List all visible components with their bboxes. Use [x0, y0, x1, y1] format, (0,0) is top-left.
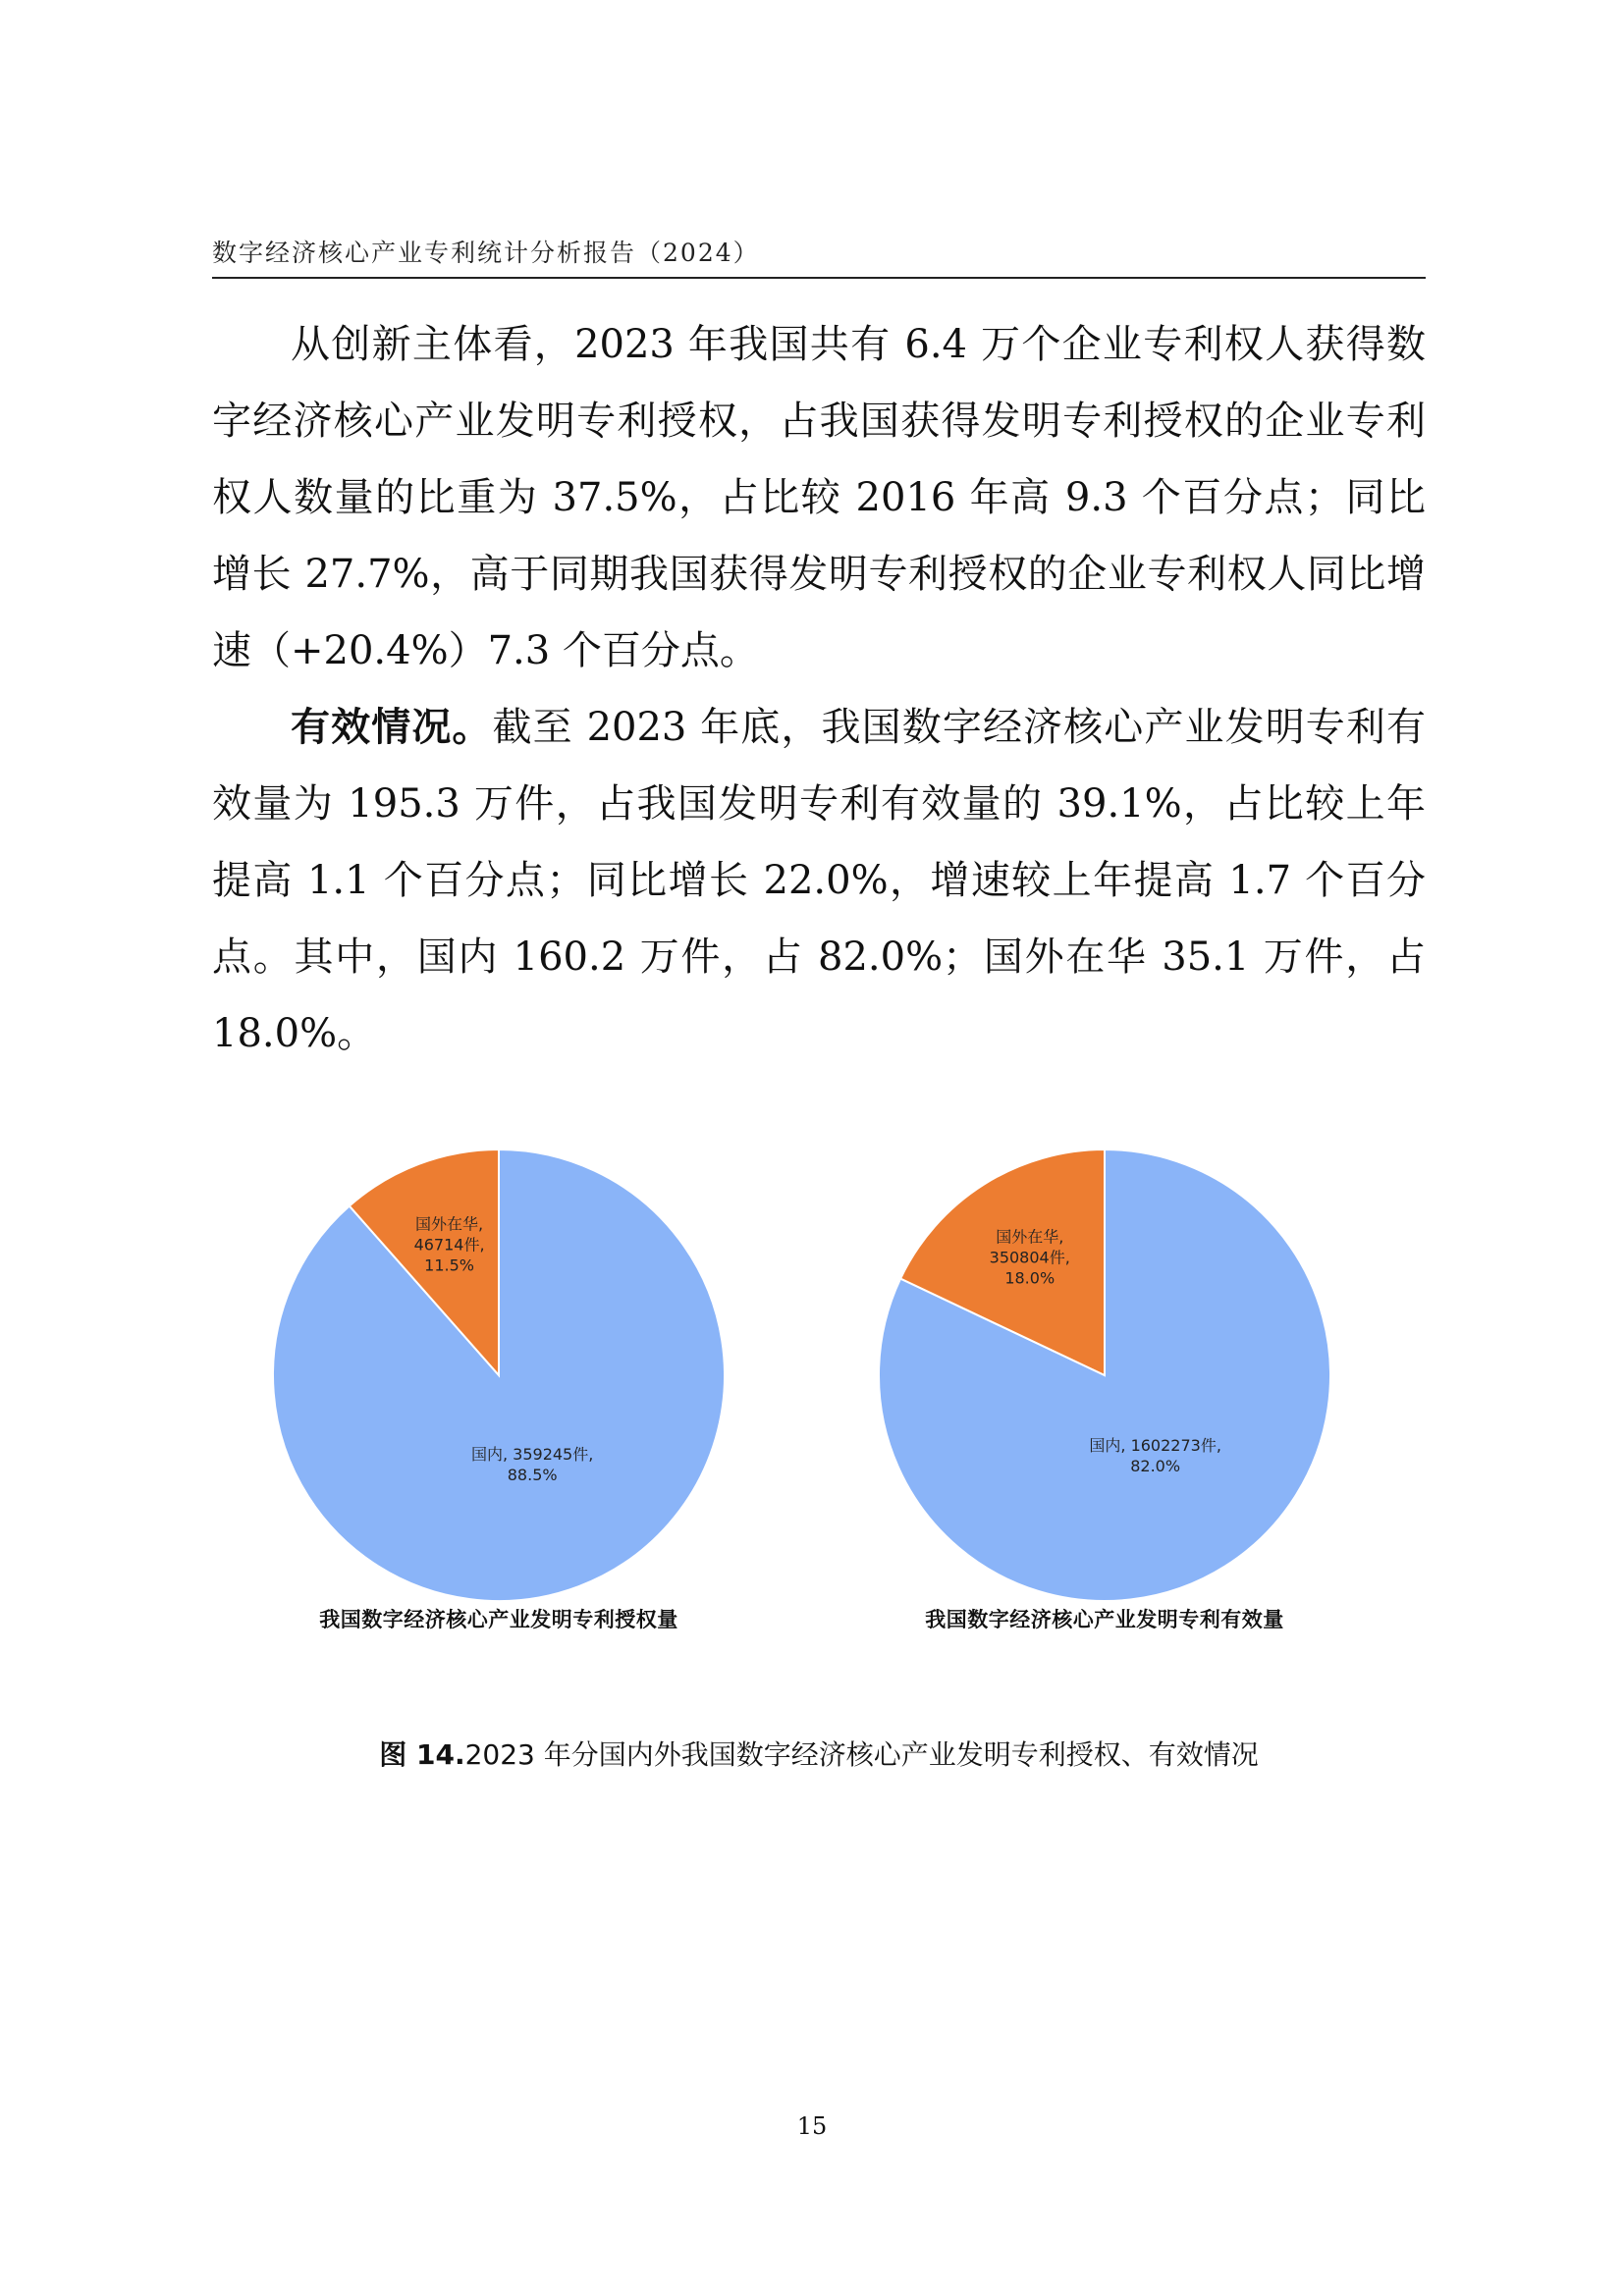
- pie-chart-valid-svg: [869, 1147, 1340, 1618]
- pie-label-foreign: [414, 1215, 485, 1275]
- paragraph-lead: 有效情况。: [291, 704, 493, 750]
- page-number: 15: [796, 2112, 828, 2140]
- figure-caption-text: 2023 年分国内外我国数字经济核心产业发明专利授权、有效情况: [464, 1738, 1259, 1771]
- pie-chart-grants-svg: [263, 1147, 734, 1618]
- pie-label-line: 88.5%: [507, 1465, 558, 1484]
- paragraph-validity: [212, 689, 1426, 1072]
- paragraph-validity-text: 截至 2023 年底，我国数字经济核心产业发明专利有效量为 195.3 万件，占我国发明专利有效量的 39.1%，占比较上年提高 1.1 个百分点；同比增长 22.0%，增速较上年提高 1.7 个百分点。其中，国内 160.2 万件，占 82.0%；国外在华 35.1 万件，占 18.0%。: [212, 705, 1427, 1056]
- pie-label-line: 国外在华,: [996, 1227, 1064, 1247]
- pie-chart-grants: [263, 1147, 734, 1637]
- pie-label-line: 国内, 1602273件,: [1089, 1436, 1221, 1456]
- chart-title-valid: 我国数字经济核心产业发明专利有效量: [925, 1608, 1284, 1631]
- pie-label-line: 11.5%: [424, 1255, 474, 1275]
- pie-label-line: 46714件,: [413, 1235, 485, 1255]
- header-rule: [212, 277, 1426, 279]
- running-header: 数字经济核心产业专利统计分析报告（2024）: [212, 239, 760, 267]
- chart-title-grants: 我国数字经济核心产业发明专利授权量: [319, 1608, 678, 1631]
- pie-label-line: 18.0%: [1004, 1268, 1056, 1288]
- pie-label-line: 350804件,: [989, 1248, 1070, 1267]
- pie-label-line: 82.0%: [1130, 1457, 1181, 1476]
- pie-chart-valid: [869, 1147, 1340, 1637]
- figure-number: 图 14.: [379, 1738, 465, 1771]
- figure-caption: [212, 1734, 1426, 1773]
- body-text: [212, 306, 1426, 1072]
- pie-label-line: 国内, 359245件,: [470, 1444, 594, 1464]
- pie-label-line: 国外在华,: [415, 1214, 484, 1234]
- paragraph-innovation-subject: 从创新主体看，2023 年我国共有 6.4 万个企业专利权人获得数字经济核心产业发明专利授权，占我国获得发明专利授权的企业专利权人数量的比重为 37.5%，占比较 2016 年高 9.3 个百分点；同比增长 27.7%，高于同期我国获得发明专利授权的企业专利权人同比增速（+20.4%）7.3 个百分点。: [212, 322, 1426, 673]
